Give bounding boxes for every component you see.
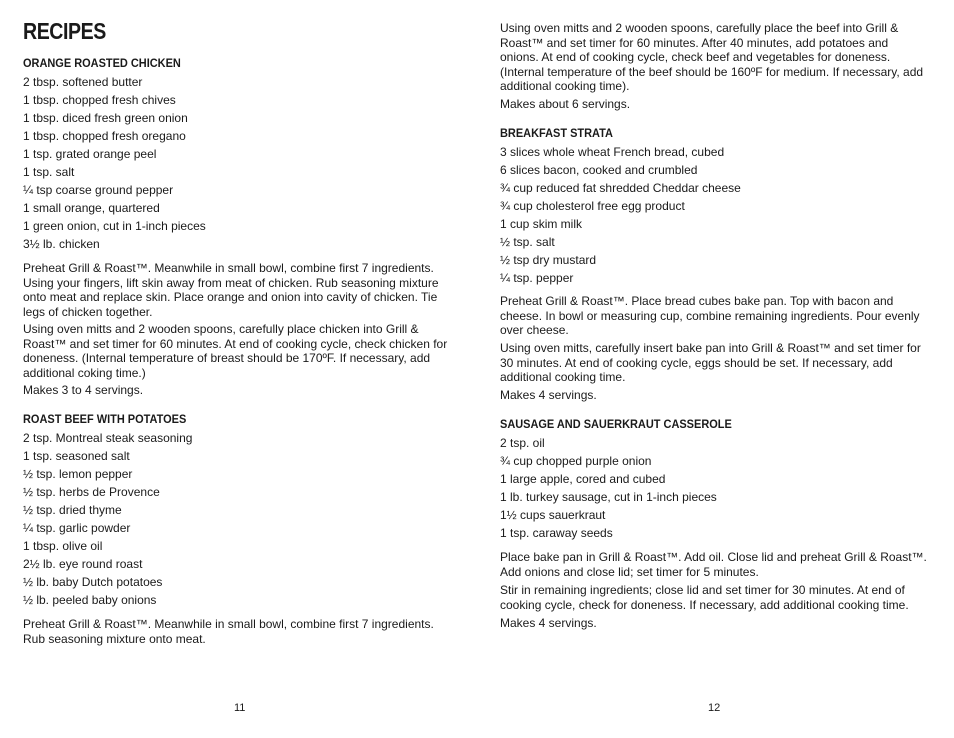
- ingredient: 1 tbsp. chopped fresh oregano: [23, 129, 186, 143]
- ingredient: ½ tsp. herbs de Provence: [23, 485, 160, 499]
- ingredient: ½ tsp dry mustard: [500, 253, 597, 267]
- ingredient: 1 cup skim milk: [500, 217, 583, 231]
- ingredient: ¼ tsp coarse ground pepper: [23, 183, 174, 197]
- recipe-heading: SAUSAGE AND SAUERKRAUT CASSEROLE: [500, 417, 732, 431]
- recipe-directions: [500, 21, 928, 94]
- recipe-yield: [500, 388, 928, 403]
- directions-paragraph: Preheat Grill & Roast™. Meanwhile in small bowl, combine first 7 ingredients. Rub seasoning mixture onto meat.: [23, 617, 434, 646]
- recipe-heading: ORANGE ROASTED CHICKEN: [23, 56, 181, 70]
- ingredient: 1 tsp. salt: [23, 165, 75, 179]
- recipe-directions: [23, 617, 448, 646]
- ingredient-list: [23, 73, 448, 253]
- ingredient: 3½ lb. chicken: [23, 237, 100, 251]
- servings-text: Makes 4 servings.: [500, 388, 597, 402]
- recipe-directions: [500, 294, 928, 338]
- ingredient: 1 tsp. seasoned salt: [23, 449, 130, 463]
- ingredient: 1½ cups sauerkraut: [500, 508, 606, 522]
- recipe-heading: BREAKFAST STRATA: [500, 126, 613, 140]
- ingredient: ½ tsp. dried thyme: [23, 503, 122, 517]
- ingredient: ½ tsp. lemon pepper: [23, 467, 133, 481]
- page-title: RECIPES: [23, 18, 106, 44]
- page-number: 12: [708, 702, 721, 714]
- ingredient: ¾ cup cholesterol free egg product: [500, 199, 685, 213]
- directions-paragraph: Preheat Grill & Roast™. Place bread cubes bake pan. Top with bacon and cheese. In bowl or measuring cup, combine remaining ingredients. Pour evenly over cheese.: [500, 294, 920, 337]
- ingredient: 2½ lb. eye round roast: [23, 557, 143, 571]
- ingredient: 1 tbsp. chopped fresh chives: [23, 93, 176, 107]
- ingredient: 1 tbsp. olive oil: [23, 539, 103, 553]
- recipe-directions: [500, 341, 928, 385]
- directions-paragraph: Place bake pan in Grill & Roast™. Add oil. Close lid and preheat Grill & Roast™. Add onions and close lid; set timer for 5 minutes.: [500, 550, 927, 579]
- ingredient: ½ lb. baby Dutch potatoes: [23, 575, 163, 589]
- page-number: 11: [234, 702, 246, 714]
- ingredient: 1 lb. turkey sausage, cut in 1-inch pieces: [500, 490, 717, 504]
- ingredient: 1 large apple, cored and cubed: [500, 472, 666, 486]
- ingredient: 1 tbsp. diced fresh green onion: [23, 111, 188, 125]
- ingredient: 2 tsp. Montreal steak seasoning: [23, 431, 193, 445]
- recipe-yield: [500, 97, 928, 112]
- ingredient: 3 slices whole wheat French bread, cubed: [500, 145, 725, 159]
- recipe-yield: [23, 383, 448, 398]
- servings-text: Makes 4 servings.: [500, 616, 597, 630]
- ingredient: 1 tsp. caraway seeds: [500, 526, 613, 540]
- ingredient: 1 green onion, cut in 1-inch pieces: [23, 219, 206, 233]
- recipe-heading: ROAST BEEF WITH POTATOES: [23, 412, 187, 426]
- recipe-directions: [500, 583, 928, 612]
- directions-paragraph: Using oven mitts, carefully insert bake pan into Grill & Roast™ and set timer for 30 minutes. At end of cooking cycle, eggs should be set. If necessary, add additional cooking time.: [500, 341, 921, 384]
- ingredient: 2 tbsp. softened butter: [23, 75, 143, 89]
- recipe-yield: [500, 616, 928, 631]
- servings-text: Makes 3 to 4 servings.: [23, 383, 144, 397]
- recipe-directions: [500, 550, 928, 579]
- ingredient: 6 slices bacon, cooked and crumbled: [500, 163, 698, 177]
- directions-paragraph: Stir in remaining ingredients; close lid and set timer for 30 minutes. At end of cooking cycle, check for doneness. If necessary, add additional cooking time.: [500, 583, 909, 612]
- recipe-sausage-sauerkraut: [500, 417, 928, 542]
- ingredient: ¼ tsp. pepper: [500, 271, 574, 285]
- recipe-roast-beef: [23, 412, 448, 609]
- ingredient-list: [500, 143, 928, 287]
- ingredient: ½ tsp. salt: [500, 235, 555, 249]
- ingredient-list: [500, 434, 928, 542]
- recipe-directions: [23, 322, 448, 380]
- ingredient: ¼ tsp. garlic powder: [23, 521, 131, 535]
- ingredient: 2 tsp. oil: [500, 436, 545, 450]
- recipe-orange-roasted-chicken: [23, 56, 448, 253]
- recipe-breakfast-strata: [500, 126, 928, 287]
- directions-paragraph: Preheat Grill & Roast™. Meanwhile in small bowl, combine first 7 ingredients. Using your fingers, lift skin away from meat of chicken. Rub seasoning mixture onto meat and replace skin. Place orange and onion into cavity of chicken. Tie legs of chicken together.: [23, 261, 439, 319]
- ingredient: 1 tsp. grated orange peel: [23, 147, 157, 161]
- ingredient: 1 small orange, quartered: [23, 201, 160, 215]
- servings-text: Makes about 6 servings.: [500, 97, 631, 111]
- directions-paragraph: Using oven mitts and 2 wooden spoons, carefully place the beef into Grill & Roast™ and set timer for 60 minutes. After 40 minutes, add potatoes and onions. At end of cooking cycle, check beef and vegetables for doneness. (Internal temperature of the beef should be 160ºF for medium. If necessary, add additional cooking time).: [500, 21, 924, 93]
- ingredient-list: [23, 429, 448, 609]
- ingredient: ¾ cup chopped purple onion: [500, 454, 652, 468]
- ingredient: ¾ cup reduced fat shredded Cheddar cheese: [500, 181, 741, 195]
- ingredient: ½ lb. peeled baby onions: [23, 593, 157, 607]
- directions-paragraph: Using oven mitts and 2 wooden spoons, carefully place chicken into Grill & Roast™ and set timer for 60 minutes. At end of cooking cycle, check chicken for doneness. (Internal temperature of breast should be 170ºF. If necessary, add additional coking time.): [23, 322, 448, 380]
- recipe-directions: [23, 261, 448, 319]
